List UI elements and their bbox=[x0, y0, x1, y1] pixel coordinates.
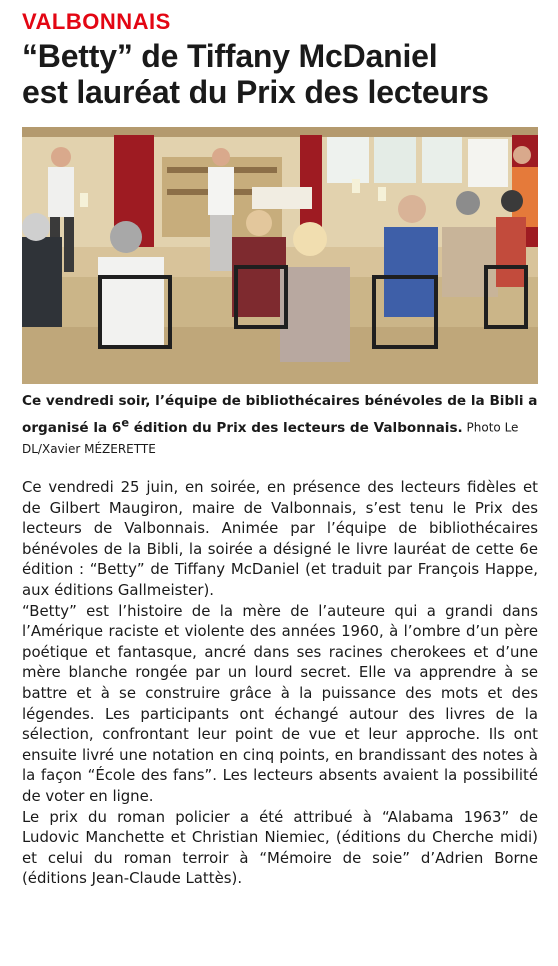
caption-text: Ce vendredi soir, l’équipe de bibliothécaires bénévoles de la Bibli a organisé la 6e édition du Prix des lecteurs de Valbonnais. bbox=[22, 393, 538, 436]
body-paragraph: Ce vendredi 25 juin, en soirée, en présence des lecteurs fidèles et de Gilbert Maugiron, maire de Valbonnais, s’est tenu le Prix des lecteurs de Valbonnais. Animée par l’équipe de bibliothécaires bénévoles de la Bibli, la soirée a désigné le livre lauréat de cette 6e édition : “Betty” de Tiffany McDaniel (et traduit par François Happe, aux éditions Gallmeister). bbox=[22, 478, 538, 599]
headline-line-1: “Betty” de Tiffany McDaniel bbox=[22, 38, 438, 74]
article-body bbox=[22, 477, 538, 889]
headline-line-2: est lauréat du Prix des lecteurs bbox=[22, 74, 489, 110]
photo-illustration bbox=[22, 127, 538, 384]
photo-caption bbox=[22, 391, 538, 460]
article-kicker: VALBONNAIS bbox=[22, 9, 171, 34]
body-paragraph: “Betty” est l’histoire de la mère de l’auteure qui a grandi dans l’Amérique raciste et violente des années 1960, à l’ombre d’un père poétique et fantasque, ancré dans ses racines cherokees et d’une mère blanche rongée par un lourd secret. Elle va apprendre à se battre et à se construire grâce à la puissance des mots et des légendes. Les participants ont échangé autour des livres de la sélection, confrontant leur point de vue et leur approche. Ils ont ensuite livré une notation en cinq points, en brandissant des notes à la façon “École des fans”. Les lecteurs absents avaient la possibilité de voter en ligne. bbox=[22, 601, 538, 805]
photo-credit: Photo Le DL/Xavier MÉZERETTE bbox=[22, 420, 519, 456]
article-headline bbox=[22, 38, 538, 110]
article bbox=[22, 8, 538, 888]
article-photo bbox=[22, 127, 538, 384]
body-paragraph: Le prix du roman policier a été attribué à “Alabama 1963” de Ludovic Manchette et Christian Niemiec, (éditions du Cherche midi) et celui du roman terroir à “Mémoire de soie” d’Adrien Borne (éditions Jean-Claude Lattès). bbox=[22, 807, 538, 888]
